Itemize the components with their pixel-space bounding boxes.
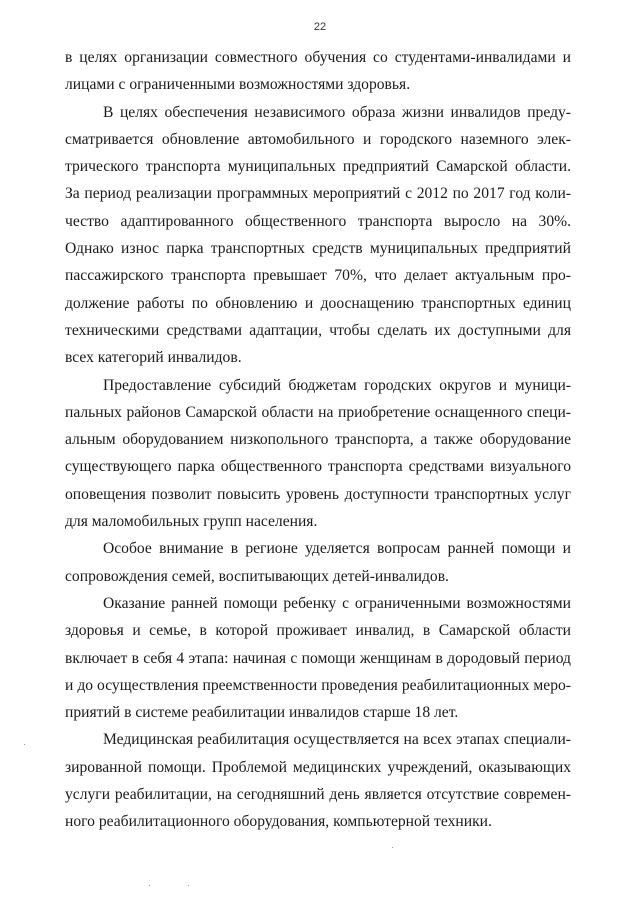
text-line: лицами с ограниченными возможностями здоровья. bbox=[65, 76, 411, 94]
text-line: Предоставление субсидий бюджетам городских округов и муници- bbox=[103, 376, 571, 394]
text-line: Медицинская реабилитация осуществляется на всех этапах специали- bbox=[103, 731, 571, 749]
text-line: чество адаптированного общественного транспорта выросло на 30%. bbox=[65, 212, 571, 230]
text-line: ного реабилитационного оборудования, компьютерной техники. bbox=[65, 813, 492, 831]
text-line: альным оборудованием низкопольного транспорта, а также оборудование bbox=[65, 431, 571, 449]
text-line: сопровождения семей, воспитывающих детей-инвалидов. bbox=[65, 567, 449, 585]
text-line: сматривается обновление автомобильного и городского наземного элек- bbox=[65, 130, 571, 148]
body-text bbox=[65, 44, 571, 836]
text-line: должение работы по обновлению и дооснащению транспортных единиц bbox=[65, 294, 571, 312]
text-line: пассажирского транспорта превышает 70%, что делает актуальным про- bbox=[65, 267, 571, 285]
text-line: зированной помощи. Проблемой медицинских учреждений, оказывающих bbox=[65, 758, 571, 776]
text-line: приятий в системе реабилитации инвалидов старше 18 лет. bbox=[65, 704, 459, 722]
text-line: техническими средствами адаптации, чтобы сделать их доступными для bbox=[65, 321, 571, 339]
text-line: оповещения позволит повысить уровень доступности транспортных услуг bbox=[65, 485, 571, 503]
text-line: для маломобильных групп населения. bbox=[65, 513, 318, 531]
paragraph bbox=[65, 535, 571, 590]
text-line: здоровья и семье, в которой проживает инвалид, в Самарской области bbox=[65, 622, 571, 640]
paragraph bbox=[65, 590, 571, 726]
text-line: Оказание ранней помощи ребенку с ограниченными возможностями bbox=[103, 594, 571, 612]
text-line: пальных районов Самарской области на приобретение оснащенного специ- bbox=[65, 403, 571, 421]
scan-speck bbox=[392, 847, 393, 848]
paragraph bbox=[65, 372, 571, 536]
scan-speck bbox=[149, 885, 150, 886]
text-line: включает в себя 4 этапа: начиная с помощи женщинам в дородовый период bbox=[65, 649, 571, 667]
text-line: всех категорий инвалидов. bbox=[65, 349, 242, 367]
paragraph bbox=[65, 44, 571, 99]
paragraph bbox=[65, 726, 571, 835]
text-line: в целях организации совместного обучения со студентами-инвалидами и bbox=[65, 49, 571, 66]
scan-speck bbox=[24, 744, 25, 745]
text-line: Особое внимание в регионе уделяется вопросам ранней помощи и bbox=[103, 540, 571, 558]
scan-speck bbox=[188, 885, 189, 886]
paragraph bbox=[65, 99, 571, 372]
text-line: За период реализации программных мероприятий с 2012 по 2017 год коли- bbox=[65, 185, 571, 203]
text-line: и до осуществления преемственности проведения реабилитационных меро- bbox=[65, 676, 571, 694]
page-number: 22 bbox=[313, 21, 327, 33]
text-line: услуги реабилитации, на сегодняшний день является отсутствие современ- bbox=[65, 786, 571, 804]
text-line: трического транспорта муниципальных предприятий Самарской области. bbox=[65, 158, 571, 176]
text-line: существующего парка общественного транспорта средствами визуального bbox=[65, 458, 571, 476]
text-line: Однако износ парка транспортных средств муниципальных предприятий bbox=[65, 240, 571, 258]
text-line: В целях обеспечения независимого образа жизни инвалидов преду- bbox=[103, 103, 571, 121]
